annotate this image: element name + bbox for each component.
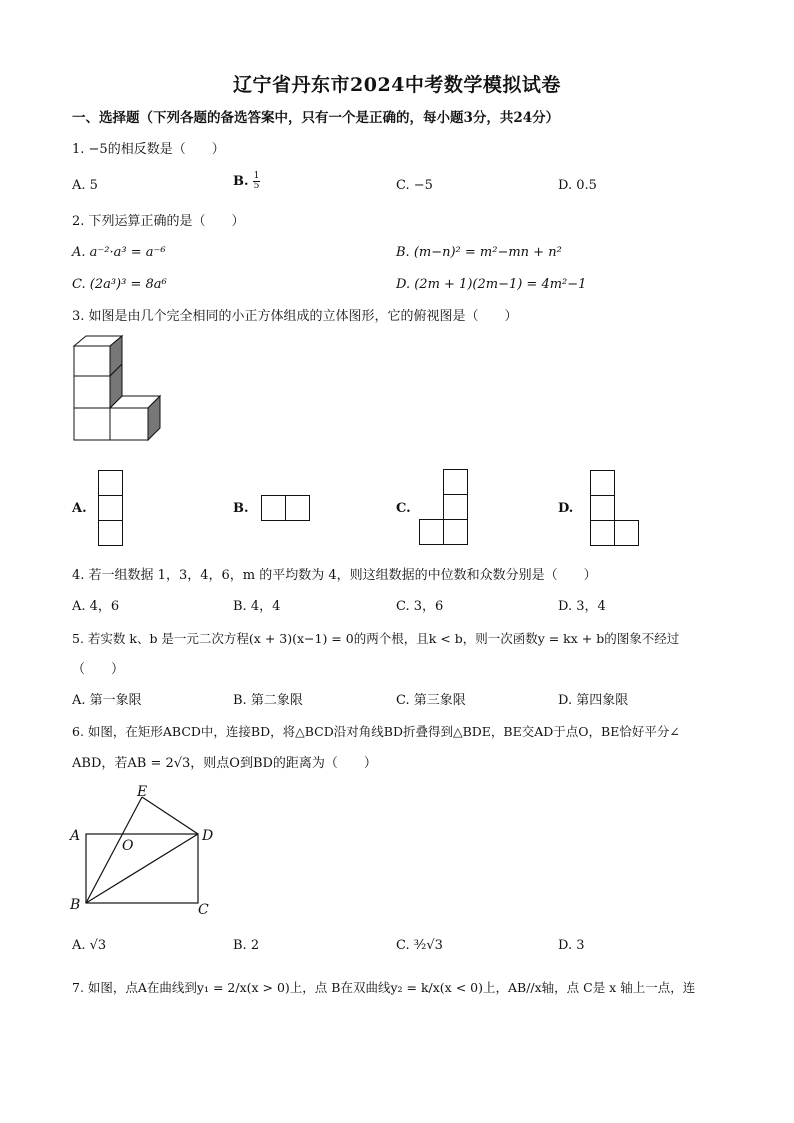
q2-option-b: B. (m−n)² = m²−mn + n²: [396, 245, 562, 260]
q3-stem: 3. 如图是由几个完全相同的小正方体组成的立体图形，它的俯视图是（ ）: [72, 309, 518, 324]
point-label-o: O: [122, 838, 134, 854]
point-label-c: C: [198, 902, 209, 918]
q6-option-a: A. √3: [72, 938, 107, 953]
q1-option-c: C. −5: [396, 178, 433, 193]
q3-option-b-label: B.: [233, 501, 249, 516]
q1-option-b-denominator: 5: [253, 181, 260, 191]
q5-option-c: C. 第三象限: [396, 693, 466, 708]
q5-stem: 5. 若实数 k、b 是一元二次方程(x + 3)(x−1) = 0的两个根，且k < b，则一次函数y = kx + b的图象不经过: [72, 631, 680, 646]
q6-stem-continued: ABD，若AB = 2√3，则点O到BD的距离为（ ）: [72, 756, 377, 771]
q6-option-d: D. 3: [558, 938, 585, 953]
q1-option-b-label: B.: [233, 174, 249, 189]
q4-stem: 4. 若一组数据 1，3，4，6，m 的平均数为 4，则这组数据的中位数和众数分别是（ ）: [72, 568, 597, 583]
q4-option-d: D. 3，4: [558, 599, 606, 614]
q6-option-c: C. ³⁄₂√3: [396, 938, 443, 953]
q3-option-a-label: A.: [72, 501, 87, 516]
q1-option-b-numerator: 1: [253, 171, 260, 181]
q1-stem: 1. −5的相反数是（ ）: [72, 142, 225, 157]
q3-option-c-figure: [419, 469, 469, 547]
q1-option-a: A. 5: [72, 178, 98, 193]
q7-stem: 7. 如图，点A在曲线到y₁ = 2/x(x > 0)上，点 B在双曲线y₂ = k/x(x < 0)上，AB//x轴，点 C是 x 轴上一点，连: [72, 980, 696, 995]
q3-option-a-figure: [98, 470, 124, 548]
q2-option-a: A. a⁻²·a³ = a⁻⁶: [72, 245, 166, 260]
q3-option-b-figure: [261, 495, 311, 522]
q6-option-b: B. 2: [233, 938, 260, 953]
q4-option-b: B. 4，4: [233, 599, 281, 614]
q6-stem: 6. 如图，在矩形ABCD中，连接BD，将△BCD沿对角线BD折叠得到△BDE，BE交AD于点O，BE恰好平分∠: [72, 724, 680, 739]
q4-option-c: C. 3，6: [396, 599, 444, 614]
q3-option-c-label: C.: [396, 501, 411, 516]
q1-option-b-fraction: [253, 172, 261, 191]
point-label-a: A: [70, 828, 81, 844]
q5-option-d: D. 第四象限: [558, 693, 629, 708]
q5-stem-continued: （ ）: [72, 662, 125, 677]
q1-option-d: D. 0.5: [558, 178, 597, 193]
q4-option-a: A. 4，6: [72, 599, 120, 614]
q2-option-c: C. (2a³)³ = 8a⁶: [72, 277, 167, 292]
point-label-b: B: [70, 897, 81, 913]
q1-option-b: [233, 172, 260, 191]
q3-option-d-figure: [590, 470, 640, 548]
q5-option-a: A. 第一象限: [72, 693, 142, 708]
q2-stem: 2. 下列运算正确的是（ ）: [72, 214, 245, 229]
q2-option-d: D. (2m + 1)(2m−1) = 4m²−1: [396, 277, 587, 292]
q3-option-d-label: D.: [558, 501, 574, 516]
point-label-e: E: [137, 784, 148, 800]
page-title: 辽宁省丹东市2024中考数学模拟试卷: [233, 74, 561, 96]
q5-option-b: B. 第二象限: [233, 693, 303, 708]
section-heading: 一、选择题（下列各题的备选答案中，只有一个是正确的，每小题3分，共24分）: [72, 110, 560, 126]
cube-stack-figure: [72, 334, 167, 442]
rectangle-fold-figure: [68, 782, 228, 917]
point-label-d: D: [202, 828, 214, 844]
